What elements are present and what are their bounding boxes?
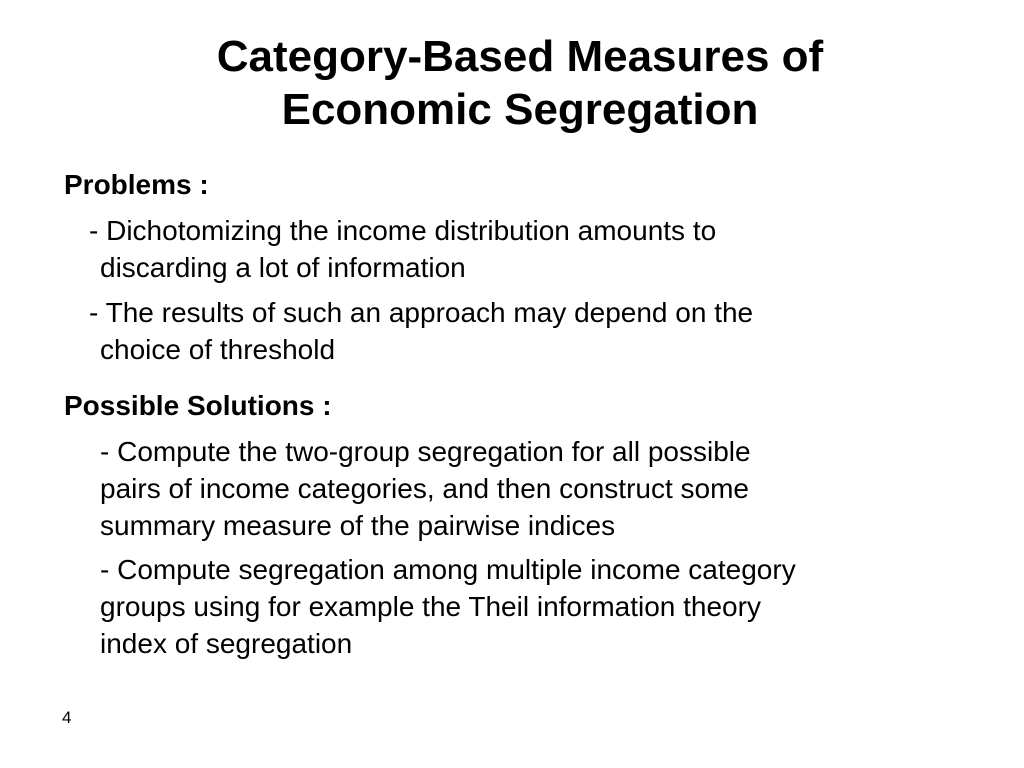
solution-bullet-2	[100, 551, 796, 662]
problem-bullet-1-line-2: discarding a lot of information	[100, 252, 466, 283]
solution-bullet-1-line-1: - Compute the two-group segregation for all possible	[100, 436, 751, 467]
slide-title	[0, 30, 1024, 136]
slide-title-line-2: Economic Segregation	[281, 85, 759, 134]
solution-bullet-1-line-3: summary measure of the pairwise indices	[100, 510, 616, 541]
solution-bullet-1-line-2: pairs of income categories, and then construct some	[100, 473, 750, 504]
problem-bullet-2	[89, 294, 753, 368]
slide-number: 4	[62, 708, 72, 727]
solution-bullet-2-line-3: index of segregation	[100, 628, 353, 659]
solutions-heading: Possible Solutions :	[64, 390, 332, 421]
problem-bullet-1-line-1: - Dichotomizing the income distribution amounts to	[89, 215, 717, 246]
solution-bullet-2-line-2: groups using for example the Theil information theory	[100, 591, 761, 622]
problem-bullet-2-line-1: - The results of such an approach may depend on the	[89, 297, 754, 328]
solution-bullet-2-line-1: - Compute segregation among multiple income category	[100, 554, 796, 585]
problem-bullet-1	[89, 212, 716, 286]
problem-bullet-2-line-2: choice of threshold	[100, 334, 336, 365]
slide-title-line-1: Category-Based Measures of	[216, 32, 824, 81]
problems-heading: Problems :	[64, 169, 209, 200]
solution-bullet-1	[100, 433, 751, 544]
